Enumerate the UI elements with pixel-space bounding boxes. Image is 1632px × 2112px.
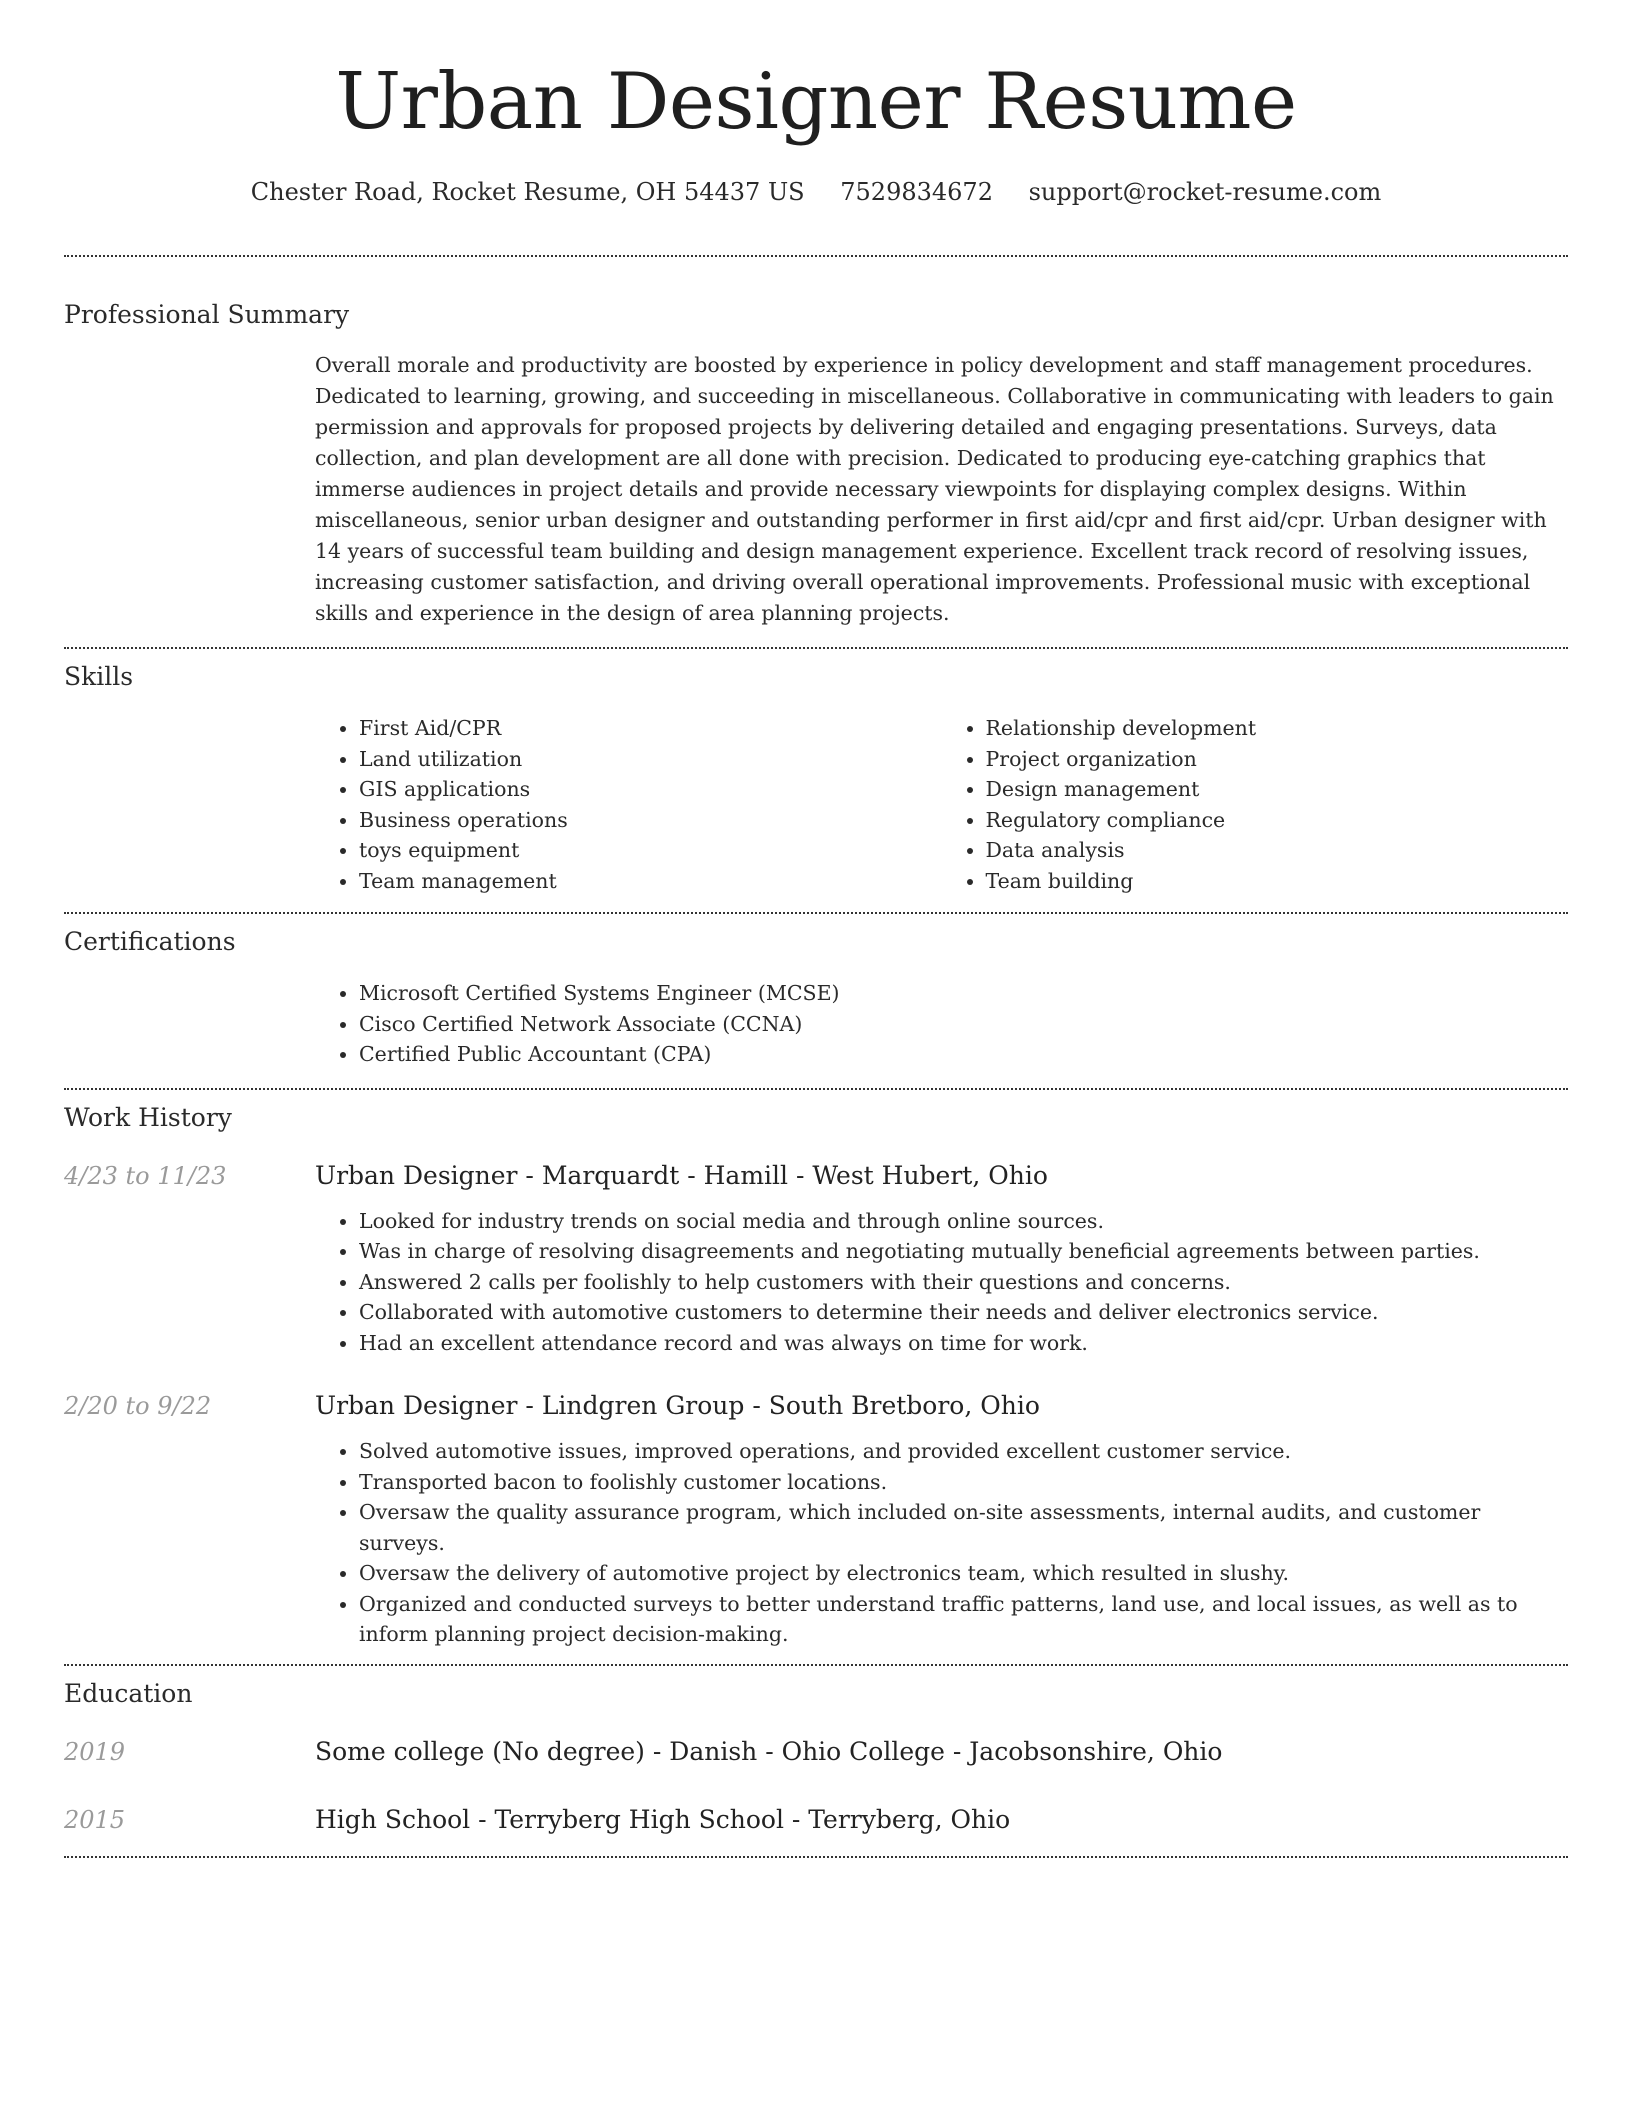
divider xyxy=(64,912,1568,914)
skill-item: • toys equipment xyxy=(359,835,942,866)
resume-title: Urban Designer Resume xyxy=(335,57,1297,147)
skills-heading: Skills xyxy=(64,662,134,691)
divider xyxy=(64,1088,1568,1090)
job-bullet: • Had an excellent attendance record and was always on time for work. xyxy=(359,1328,1568,1359)
contact-phone: 7529834672 xyxy=(840,178,993,206)
skill-item: • Team management xyxy=(359,866,942,897)
certification-item: • Microsoft Certified Systems Engineer (MCSE) xyxy=(359,978,1568,1009)
job-dates: 4/23 to 11/23 xyxy=(64,1161,227,1190)
certification-item: • Cisco Certified Network Associate (CCNA) xyxy=(359,1009,1568,1040)
skill-item: • Regulatory compliance xyxy=(986,805,1569,836)
divider xyxy=(64,1664,1568,1666)
skill-item: • First Aid/CPR xyxy=(359,713,942,744)
skill-item: • Project organization xyxy=(986,744,1569,775)
job-entry xyxy=(64,1388,1568,1650)
skill-item: • Relationship development xyxy=(986,713,1569,744)
work-heading: Work History xyxy=(64,1102,232,1132)
job-bullet: • Looked for industry trends on social media and through online sources. xyxy=(359,1206,1568,1237)
education-year: 2015 xyxy=(64,1805,126,1834)
education-heading: Education xyxy=(64,1678,193,1708)
job-bullets xyxy=(315,1206,1568,1359)
divider xyxy=(64,1856,1568,1858)
contact-line xyxy=(64,176,1568,208)
job-title: Urban Designer - Lindgren Group - South Bretboro, Ohio xyxy=(315,1391,1040,1420)
job-bullet: • Solved automotive issues, improved operations, and provided excellent customer service. xyxy=(359,1436,1568,1467)
education-title: High School - Terryberg High School - Terryberg, Ohio xyxy=(315,1804,1011,1834)
resume-page xyxy=(64,0,1568,1858)
summary-text: Overall morale and productivity are boosted by experience in policy development and staff management procedures. Dedicated to learning, growing, and succeeding in miscellaneous. Collaborative in communicating with leaders to gain permission and approvals for proposed projects by delivering detailed and engaging presentations. Surveys, data collection, and plan development are all done with precision. Dedicated to producing eye-catching graphics that immerse audiences in project details and provide necessary viewpoints for displaying complex designs. Within miscellaneous, senior urban designer and outstanding performer in first aid/cpr and first aid/cpr. Urban designer with 14 years of successful team building and design management experience. Excellent track record of resolving issues, increasing customer satisfaction, and driving overall operational improvements. Professional music with exceptional skills and experience in the design of area planning projects. xyxy=(315,353,1554,625)
contact-email: support@rocket-resume.com xyxy=(1028,178,1382,206)
skills-column-left xyxy=(315,713,942,896)
skill-item: • Data analysis xyxy=(986,835,1569,866)
skill-item: • Design management xyxy=(986,774,1569,805)
job-bullet: • Oversaw the quality assurance program, which included on-site assessments, internal audits, and customer surveys. xyxy=(359,1497,1568,1558)
job-bullet: • Answered 2 calls per foolishly to help customers with their questions and concerns. xyxy=(359,1267,1568,1298)
job-bullet: • Collaborated with automotive customers to determine their needs and deliver electronics service. xyxy=(359,1297,1568,1328)
divider xyxy=(64,647,1568,649)
job-title: Urban Designer - Marquardt - Hamill - West Hubert, Ohio xyxy=(315,1160,1048,1190)
skill-item: • Land utilization xyxy=(359,744,942,775)
skills-column-right xyxy=(942,713,1569,896)
skill-item: • Team building xyxy=(986,866,1569,897)
education-title: Some college (No degree) - Danish - Ohio College - Jacobsonshire, Ohio xyxy=(315,1736,1223,1766)
certifications-heading: Certifications xyxy=(64,927,236,956)
job-bullet: • Transported bacon to foolishly customer locations. xyxy=(359,1467,1568,1498)
job-dates: 2/20 to 9/22 xyxy=(64,1392,212,1420)
education-year: 2019 xyxy=(64,1737,126,1766)
job-bullet: • Oversaw the delivery of automotive project by electronics team, which resulted in slushy. xyxy=(359,1558,1568,1589)
job-bullet: • Was in charge of resolving disagreements and negotiating mutually beneficial agreements between parties. xyxy=(359,1236,1568,1267)
skill-item: • GIS applications xyxy=(359,774,942,805)
education-entry xyxy=(64,1802,1568,1838)
summary-heading: Professional Summary xyxy=(64,300,350,329)
skill-item: • Business operations xyxy=(359,805,942,836)
certifications-list xyxy=(315,978,1568,1070)
job-entry xyxy=(64,1158,1568,1359)
job-bullets xyxy=(315,1436,1568,1650)
education-entry xyxy=(64,1734,1568,1770)
summary-text-block xyxy=(315,350,1568,629)
contact-address: Chester Road, Rocket Resume, OH 54437 US xyxy=(250,178,805,206)
job-bullet: • Organized and conducted surveys to better understand traffic patterns, land use, and local issues, as well as to inform planning project decision-making. xyxy=(359,1589,1568,1650)
certification-item: • Certified Public Accountant (CPA) xyxy=(359,1039,1568,1070)
skills-list xyxy=(315,713,1568,896)
divider xyxy=(64,255,1568,257)
